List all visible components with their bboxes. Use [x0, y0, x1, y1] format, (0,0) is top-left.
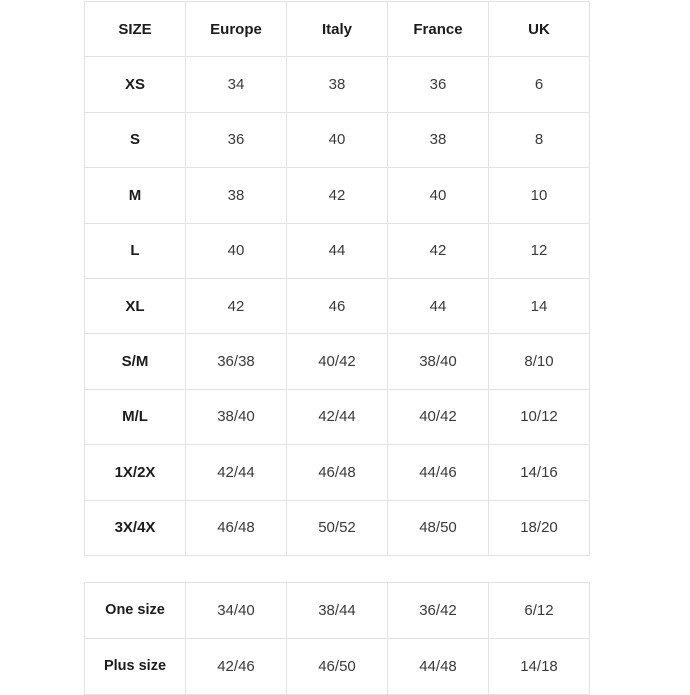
- row-label: M/L: [85, 389, 186, 444]
- column-header-europe: Europe: [186, 2, 287, 57]
- cell-italy: 46: [287, 278, 388, 333]
- column-header-size: SIZE: [85, 2, 186, 57]
- cell-france: 38: [388, 112, 489, 167]
- cell-france: 42: [388, 223, 489, 278]
- table-row: [85, 223, 590, 278]
- table-row: [85, 334, 590, 389]
- one-size-table: [84, 582, 590, 695]
- cell-france: 36/42: [388, 582, 489, 638]
- cell-uk: 14/18: [489, 638, 590, 694]
- size-conversion-table-container: [84, 1, 606, 556]
- cell-europe: 40: [186, 223, 287, 278]
- cell-uk: 18/20: [489, 500, 590, 555]
- cell-europe: 42/44: [186, 445, 287, 500]
- table-row: [85, 389, 590, 444]
- table-header: [85, 2, 590, 57]
- cell-italy: 38/44: [287, 582, 388, 638]
- table-row: [85, 112, 590, 167]
- cell-europe: 38/40: [186, 389, 287, 444]
- row-label: L: [85, 223, 186, 278]
- cell-france: 40: [388, 168, 489, 223]
- cell-italy: 40: [287, 112, 388, 167]
- cell-france: 48/50: [388, 500, 489, 555]
- row-label: S: [85, 112, 186, 167]
- size-conversion-table: [84, 1, 590, 556]
- cell-uk: 6: [489, 57, 590, 112]
- cell-uk: 14/16: [489, 445, 590, 500]
- cell-europe: 36/38: [186, 334, 287, 389]
- cell-italy: 46/50: [287, 638, 388, 694]
- one-size-table-container: [84, 582, 606, 695]
- column-header-uk: UK: [489, 2, 590, 57]
- cell-italy: 44: [287, 223, 388, 278]
- row-label: 3X/4X: [85, 500, 186, 555]
- cell-france: 44/48: [388, 638, 489, 694]
- cell-italy: 50/52: [287, 500, 388, 555]
- cell-italy: 38: [287, 57, 388, 112]
- cell-europe: 38: [186, 168, 287, 223]
- row-label: One size: [85, 582, 186, 638]
- cell-uk: 12: [489, 223, 590, 278]
- cell-france: 40/42: [388, 389, 489, 444]
- column-header-france: France: [388, 2, 489, 57]
- table-row: [85, 278, 590, 333]
- cell-uk: 6/12: [489, 582, 590, 638]
- cell-italy: 42: [287, 168, 388, 223]
- table-body: [85, 57, 590, 556]
- column-header-italy: Italy: [287, 2, 388, 57]
- table-row: [85, 168, 590, 223]
- table-row: [85, 57, 590, 112]
- cell-uk: 10/12: [489, 389, 590, 444]
- table-row: [85, 582, 590, 638]
- cell-france: 44/46: [388, 445, 489, 500]
- table-row: [85, 445, 590, 500]
- cell-uk: 14: [489, 278, 590, 333]
- cell-france: 36: [388, 57, 489, 112]
- cell-europe: 42: [186, 278, 287, 333]
- row-label: S/M: [85, 334, 186, 389]
- table-header-row: [85, 2, 590, 57]
- cell-uk: 8/10: [489, 334, 590, 389]
- row-label: XL: [85, 278, 186, 333]
- cell-france: 38/40: [388, 334, 489, 389]
- row-label: 1X/2X: [85, 445, 186, 500]
- cell-france: 44: [388, 278, 489, 333]
- cell-europe: 34/40: [186, 582, 287, 638]
- cell-uk: 10: [489, 168, 590, 223]
- one-size-table-body: [85, 582, 590, 694]
- row-label: XS: [85, 57, 186, 112]
- cell-uk: 8: [489, 112, 590, 167]
- cell-italy: 40/42: [287, 334, 388, 389]
- cell-italy: 46/48: [287, 445, 388, 500]
- row-label: Plus size: [85, 638, 186, 694]
- cell-europe: 42/46: [186, 638, 287, 694]
- cell-europe: 46/48: [186, 500, 287, 555]
- table-row: [85, 638, 590, 694]
- row-label: M: [85, 168, 186, 223]
- cell-europe: 36: [186, 112, 287, 167]
- table-row: [85, 500, 590, 555]
- cell-italy: 42/44: [287, 389, 388, 444]
- cell-europe: 34: [186, 57, 287, 112]
